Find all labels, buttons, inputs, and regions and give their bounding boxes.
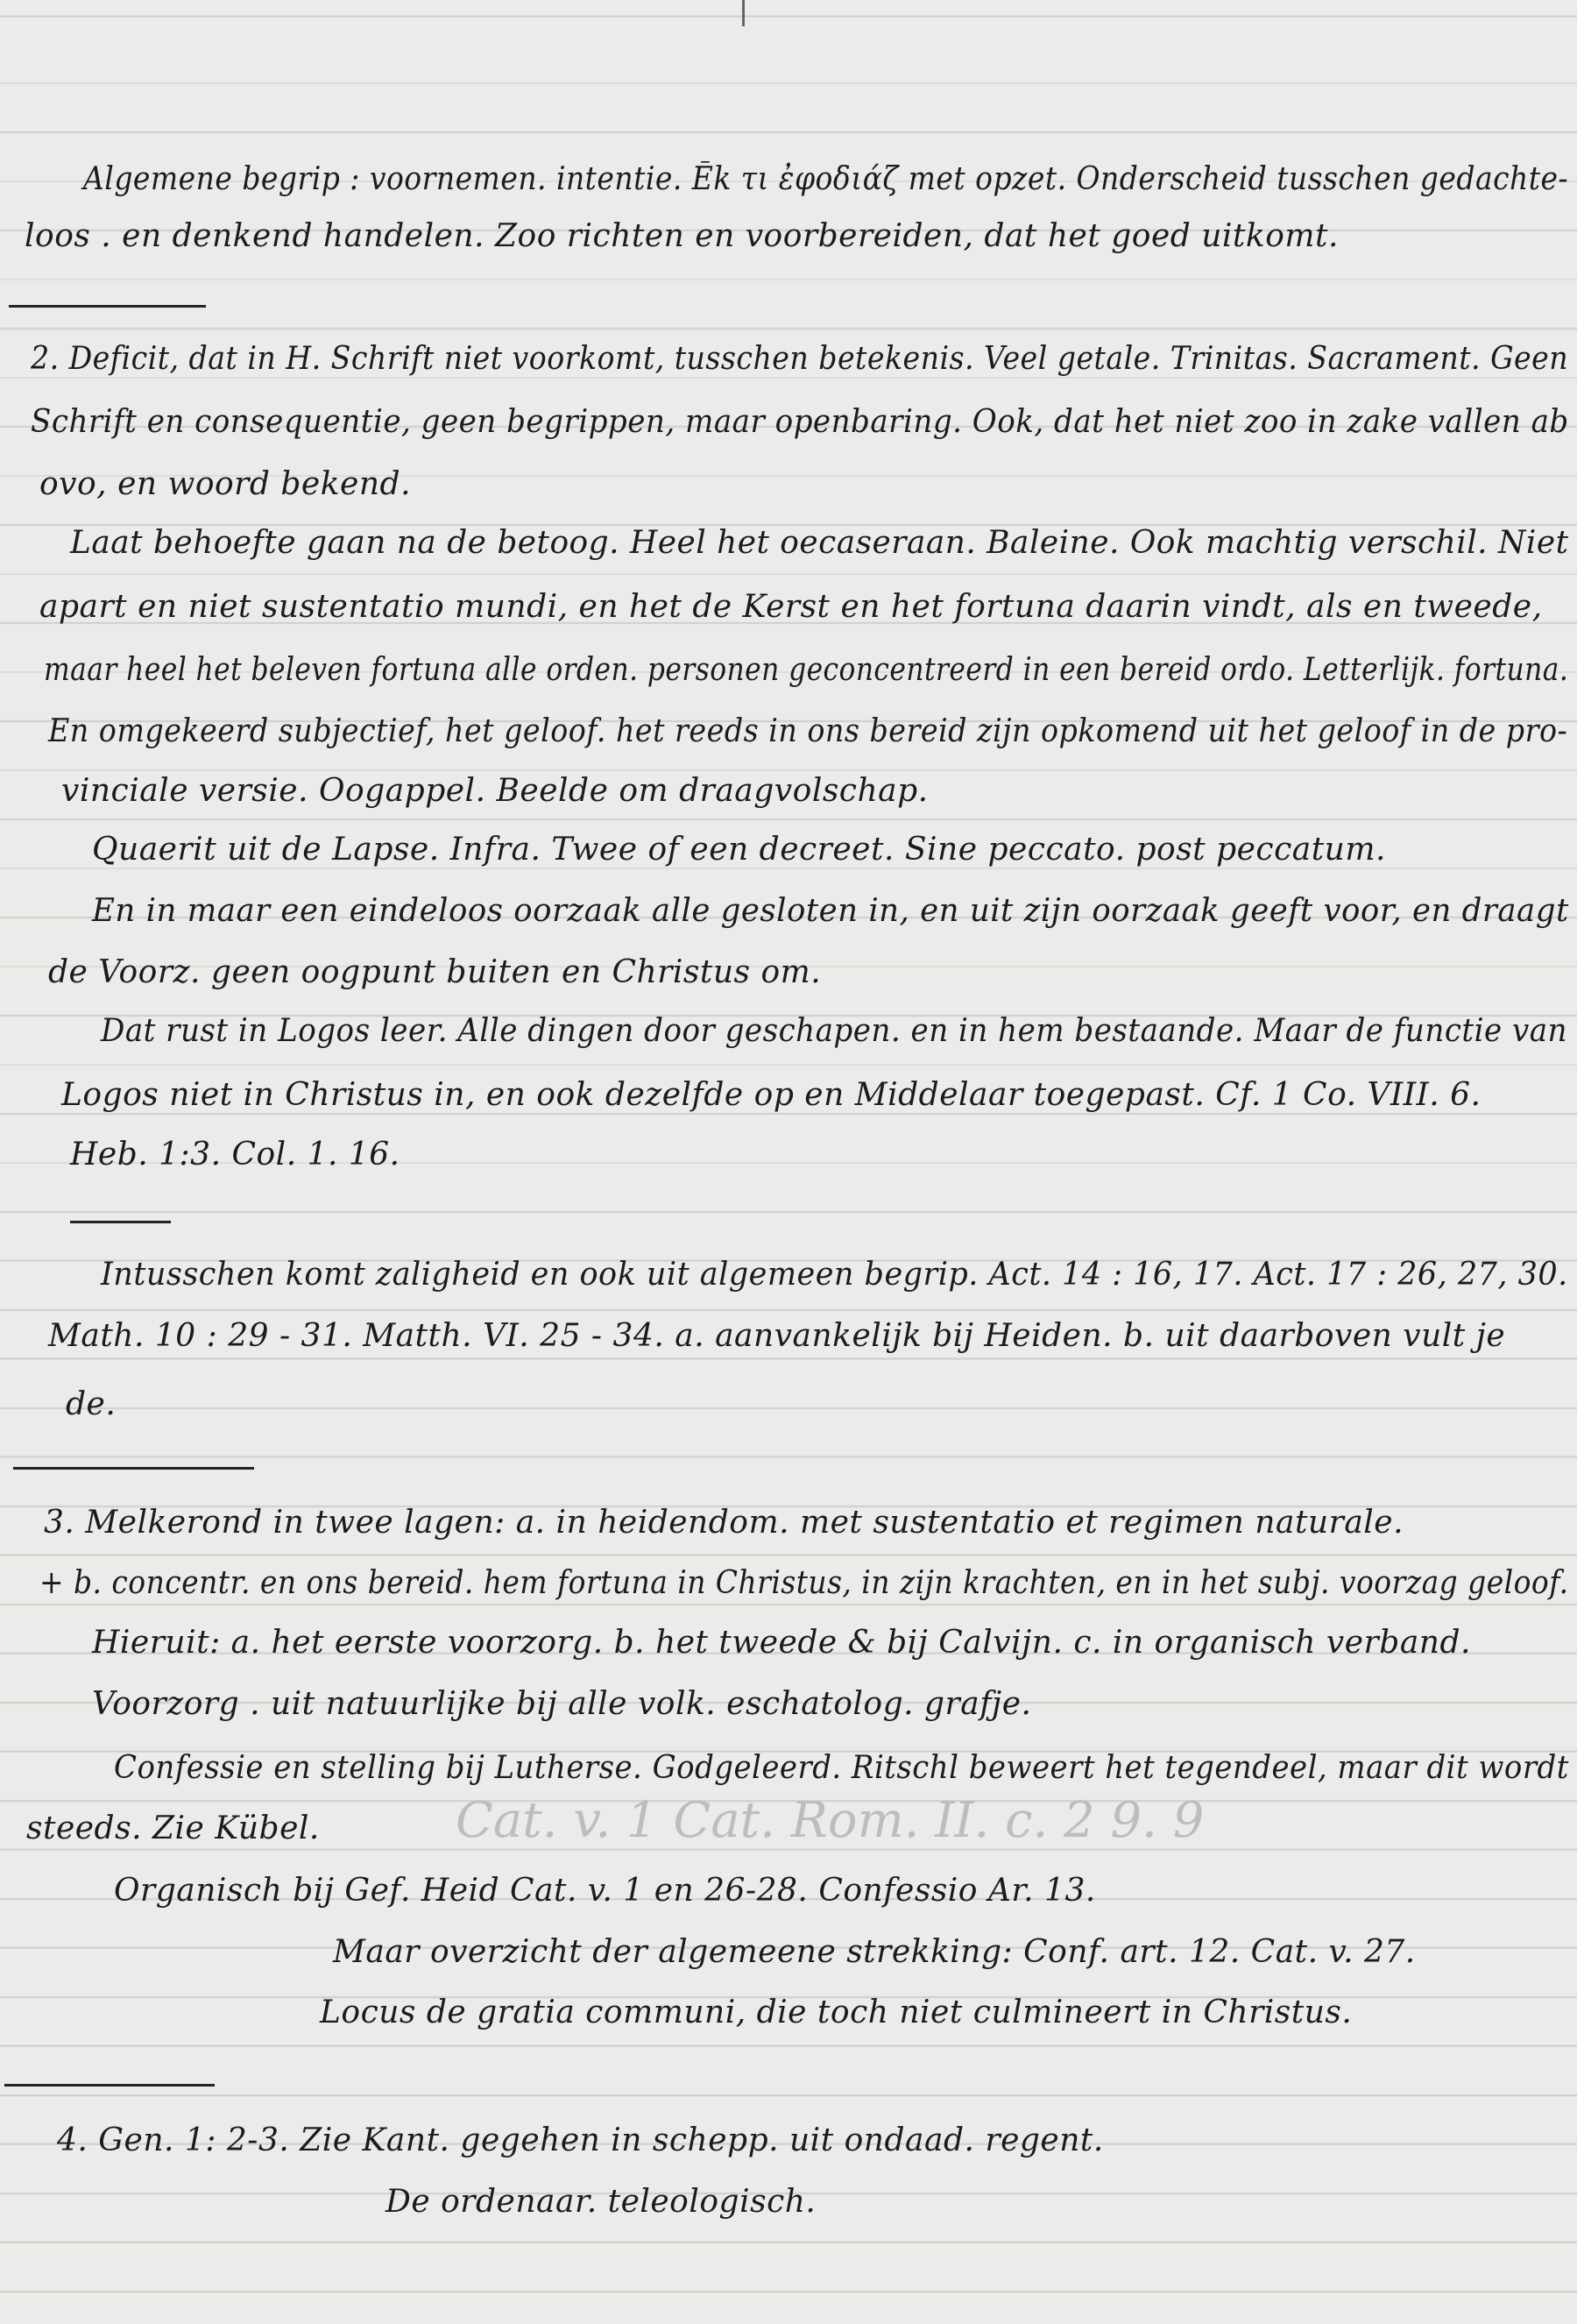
line-21: + b. concentr. en ons bereid. hem fortuna in Christus, in zijn krachten, en in het subj. voorzag geloof. (39, 1565, 1569, 1601)
line-22: Hieruit: a. het eerste voorzorg. b. het tweede & bij Calvijn. c. in organisch verband. (92, 1625, 1471, 1661)
line-24: Confessie en stelling bij Lutherse. Godgeleerd. Ritschl beweert het tegendeel, maar dit wordt (114, 1750, 1569, 1786)
line-29: 4. Gen. 1: 2-3. Zie Kant. gegehen in schepp. uit ondaad. regent. (57, 2122, 1104, 2158)
line-02: loos . en denkend handelen. Zoo richten en voorbereiden, dat het goed uitkomt. (25, 218, 1339, 254)
separator-4 (4, 2084, 215, 2087)
line-14: Dat rust in Logos leer. Alle dingen door geschapen. en in hem bestaande. Maar de functie van (101, 1013, 1568, 1049)
binding-mark (742, 0, 745, 26)
line-10: vinciale versie. Oogappel. Beelde om draagvolschap. (61, 773, 929, 809)
line-25: steeds. Zie Kübel. (26, 1810, 320, 1846)
separator-2 (70, 1221, 171, 1223)
line-11: Quaerit uit de Lapse. Infra. Twee of een decreet. Sine peccato. post peccatum. (92, 832, 1386, 868)
line-09: En omgekeerd subjectief, het geloof. het reeds in ons bereid zijn opkomend uit het geloof in de pro- (48, 713, 1568, 749)
separator-3 (13, 1467, 254, 1470)
pencil-annotation: Cat. v. 1 Cat. Rom. II. c. 2 9. 9 (456, 1792, 1205, 1849)
separator-1 (9, 305, 206, 308)
line-27: Maar overzicht der algemeene strekking: Conf. art. 12. Cat. v. 27. (333, 1934, 1416, 1970)
line-08: maar heel het beleven fortuna alle orden. personen geconcentreerd in een bereid ordo. Letterlijk. fortuna. (44, 652, 1569, 688)
line-13: de Voorz. geen oogpunt buiten en Christus om. (48, 954, 822, 990)
line-18: Math. 10 : 29 - 31. Matth. VI. 25 - 34. a. aanvankelijk bij Heiden. b. uit daarboven vult je (48, 1318, 1506, 1354)
line-04: Schrift en consequentie, geen begrippen, maar openbaring. Ook, dat het niet zoo in zake vallen ab (31, 404, 1569, 440)
line-26: Organisch bij Gef. Heid Cat. v. 1 en 26-28. Confessio Ar. 13. (114, 1873, 1096, 1909)
line-15: Logos niet in Christus in, en ook dezelfde op en Middelaar toegepast. Cf. 1 Co. VIII. 6. (61, 1077, 1482, 1113)
line-23: Voorzorg . uit natuurlijke bij alle volk. eschatolog. grafje. (92, 1686, 1032, 1722)
line-12: En in maar een eindeloos oorzaak alle gesloten in, en uit zijn oorzaak geeft voor, en draagt (92, 893, 1569, 929)
line-20: 3. Melkerond in twee lagen: a. in heidendom. met sustentatio et regimen naturale. (44, 1505, 1404, 1541)
line-17: Intusschen komt zaligheid en ook uit algemeen begrip. Act. 14 : 16, 17. Act. 17 : 26, 27, 30. (101, 1257, 1568, 1293)
line-06: Laat behoefte gaan na de betoog. Heel het oecaseraan. Baleine. Ook machtig verschil. Niet (70, 525, 1569, 561)
line-16: Heb. 1:3. Col. 1. 16. (70, 1137, 400, 1173)
line-01: Algemene begrip : voornemen. intentie. Ēk τι ἐφοδιάζ met opzet. Onderscheid tusschen gedachte- (83, 161, 1569, 197)
line-28: Locus de gratia communi, die toch niet culmineert in Christus. (320, 1995, 1353, 2030)
line-30: De ordenaar. teleologisch. (385, 2184, 817, 2220)
line-19: de. (66, 1386, 117, 1422)
line-05: ovo, en woord bekend. (39, 466, 412, 502)
line-07: apart en niet sustentatio mundi, en het de Kerst en het fortuna daarin vindt, als en tweede, (39, 589, 1543, 625)
line-03: 2. Deficit, dat in H. Schrift niet voorkomt, tusschen betekenis. Veel getale. Trinitas. Sacrament. Geen (31, 341, 1569, 377)
